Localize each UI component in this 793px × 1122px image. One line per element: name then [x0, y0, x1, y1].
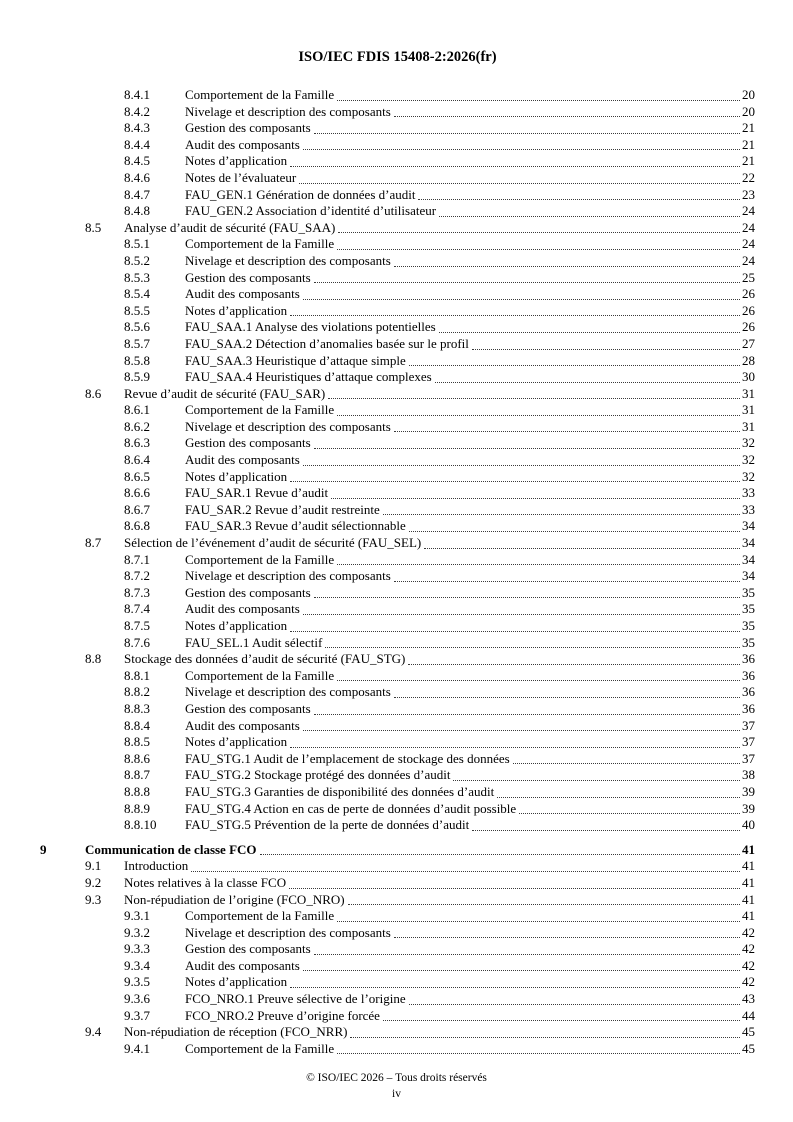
document-footer [0, 1070, 793, 1102]
toc-entry[interactable] [40, 502, 755, 519]
toc-entry-title: Audit des composants [185, 136, 300, 152]
toc-entry[interactable] [40, 767, 755, 784]
toc-entry-page: 32 [742, 435, 755, 451]
dotted-leader [314, 282, 740, 283]
toc-entry-title: FAU_SAA.3 Heuristique d’attaque simple [185, 352, 406, 368]
toc-entry-page: 33 [742, 485, 755, 501]
toc-entry-page: 34 [742, 568, 755, 584]
dotted-leader [337, 1053, 740, 1054]
toc-entry-number: 8.6.3 [124, 435, 150, 451]
toc-entry-title: Nivelage et description des composants [185, 924, 391, 940]
toc-entry-number: 8.7.2 [124, 568, 150, 584]
toc-entry-number: 8.8.1 [124, 667, 150, 683]
toc-entry-number: 9.3.1 [124, 908, 150, 924]
toc-entry-title: FCO_NRO.2 Preuve d’origine forcée [185, 1007, 380, 1023]
toc-entry-title: FCO_NRO.1 Preuve sélective de l’origine [185, 991, 406, 1007]
toc-entry-number: 8.5.1 [124, 236, 150, 252]
toc-entry[interactable] [40, 452, 755, 469]
toc-entry[interactable] [40, 842, 755, 859]
toc-entry-page: 41 [742, 858, 755, 874]
toc-entry-title: FAU_SAA.2 Détection d’anomalies basée sur le profil [185, 335, 469, 351]
toc-entry-page: 45 [742, 1040, 755, 1056]
toc-entry-number: 9.4.1 [124, 1040, 150, 1056]
toc-entry[interactable] [40, 270, 755, 287]
toc-entry-page: 21 [742, 120, 755, 136]
toc-entry-title: Revue d’audit de sécurité (FAU_SAR) [124, 385, 326, 401]
toc-entry-number: 8.6 [85, 385, 102, 401]
toc-entry[interactable] [40, 104, 755, 121]
toc-entry-title: Notes de l’évaluateur [185, 169, 297, 185]
toc-entry[interactable] [40, 1008, 755, 1025]
toc-entry[interactable] [40, 601, 755, 618]
dotted-leader [337, 564, 740, 565]
toc-entry-page: 36 [742, 700, 755, 716]
dotted-leader [290, 166, 740, 167]
toc-entry[interactable] [40, 892, 755, 909]
toc-entry-number: 9.4 [85, 1024, 102, 1040]
dotted-leader [472, 830, 740, 831]
toc-entry-title: Nivelage et description des composants [185, 418, 391, 434]
toc-entry-number: 8.7.1 [124, 551, 150, 567]
dotted-leader [303, 614, 740, 615]
toc-entry-number: 8.6.6 [124, 485, 150, 501]
toc-entry-page: 42 [742, 957, 755, 973]
dotted-leader [383, 514, 740, 515]
toc-entry-title: Notes d’application [185, 734, 288, 750]
toc-entry-page: 36 [742, 684, 755, 700]
toc-entry-number: 9.3.4 [124, 957, 150, 973]
toc-entry-number: 9.3.6 [124, 991, 150, 1007]
dotted-leader [409, 365, 740, 366]
toc-entry-title: Notes relatives à la classe FCO [124, 874, 287, 890]
toc-entry-page: 42 [742, 924, 755, 940]
toc-entry-title: Stockage des données d’audit de sécurité (FAU_STG) [124, 651, 406, 667]
toc-entry-page: 44 [742, 1007, 755, 1023]
toc-entry-page: 35 [742, 618, 755, 633]
dotted-leader [439, 332, 740, 333]
toc-entry[interactable] [40, 668, 755, 685]
toc-entry-number: 8.6.5 [124, 468, 150, 484]
toc-entry-number: 9.2 [85, 874, 102, 890]
dotted-leader [290, 315, 740, 316]
toc-entry-title: Notes d’application [185, 153, 288, 169]
toc-entry[interactable] [40, 701, 755, 718]
toc-entry-number: 8.5.2 [124, 252, 150, 268]
dotted-leader [337, 680, 740, 681]
toc-entry-title: Comportement de la Famille [185, 908, 335, 924]
toc-entry-number: 8.7.4 [124, 601, 150, 617]
dotted-leader [328, 398, 740, 399]
dotted-leader [303, 299, 740, 300]
toc-entry-page: 31 [742, 385, 755, 401]
toc-entry-page: 41 [742, 891, 755, 907]
toc-entry-number: 8.4.4 [124, 136, 150, 152]
toc-entry[interactable] [40, 419, 755, 436]
toc-entry-page: 43 [742, 991, 755, 1007]
toc-entry-page: 31 [742, 402, 755, 418]
toc-entry-number: 8.5.6 [124, 319, 150, 335]
toc-entry-title: Comportement de la Famille [185, 87, 335, 102]
toc-entry-title: Audit des composants [185, 601, 300, 617]
toc-entry-number: 8.8 [85, 651, 102, 667]
toc-entry-page: 36 [742, 667, 755, 683]
toc-entry-number: 9.3.5 [124, 974, 150, 990]
toc-entry-title: Comportement de la Famille [185, 236, 335, 252]
toc-entry-page: 39 [742, 783, 755, 799]
toc-entry[interactable] [40, 991, 755, 1008]
toc-entry[interactable] [40, 618, 755, 635]
toc-entry-number: 8.4.8 [124, 203, 150, 219]
dotted-leader [191, 871, 740, 872]
toc-entry-number: 9 [40, 841, 47, 857]
dotted-leader [303, 149, 740, 150]
toc-entry-number: 8.6.7 [124, 501, 150, 517]
toc-entry[interactable] [40, 153, 755, 170]
toc-entry-title: Communication de classe FCO [85, 841, 257, 857]
toc-entry[interactable] [40, 751, 755, 768]
toc-entry-title: Gestion des composants [185, 941, 311, 957]
toc-entry-title: Comportement de la Famille [185, 551, 335, 567]
toc-entry-number: 8.4.6 [124, 169, 150, 185]
toc-entry-number: 8.8.8 [124, 783, 150, 799]
dotted-leader [314, 954, 740, 955]
toc-entry-number: 8.6.4 [124, 452, 150, 468]
toc-entry[interactable] [40, 353, 755, 370]
toc-entry-title: Notes d’application [185, 302, 288, 318]
toc-entry-title: FAU_SAR.3 Revue d’audit sélectionnable [185, 518, 406, 534]
toc-entry[interactable] [40, 552, 755, 569]
toc-entry[interactable] [40, 170, 755, 187]
dotted-leader [408, 664, 740, 665]
toc-entry[interactable] [40, 469, 755, 486]
toc-entry-page: 35 [742, 634, 755, 650]
toc-entry[interactable] [40, 303, 755, 320]
dotted-leader [337, 249, 740, 250]
toc-entry[interactable] [40, 784, 755, 801]
toc-entry-page: 27 [742, 335, 755, 351]
toc-entry-page: 38 [742, 767, 755, 783]
toc-entry-title: Audit des composants [185, 286, 300, 302]
toc-entry-number: 8.6.2 [124, 418, 150, 434]
toc-entry[interactable] [40, 336, 755, 353]
toc-entry-page: 30 [742, 369, 755, 385]
dotted-leader [497, 797, 740, 798]
toc-entry-page: 20 [742, 87, 755, 102]
toc-entry[interactable] [40, 220, 755, 237]
toc-entry-page: 20 [742, 103, 755, 119]
toc-entry-page: 23 [742, 186, 755, 202]
toc-entry-title: Audit des composants [185, 957, 300, 973]
toc-entry-title: FAU_GEN.1 Génération de données d’audit [185, 186, 416, 202]
toc-entry[interactable] [40, 87, 755, 104]
dotted-leader [394, 431, 740, 432]
dotted-leader [299, 183, 740, 184]
toc-entry-title: Nivelage et description des composants [185, 684, 391, 700]
toc-entry-number: 8.8.7 [124, 767, 150, 783]
toc-entry-number: 8.7 [85, 535, 102, 551]
toc-entry[interactable] [40, 402, 755, 419]
toc-entry-number: 8.5.9 [124, 369, 150, 385]
dotted-leader [383, 1020, 740, 1021]
toc-entry-number: 8.8.6 [124, 750, 150, 766]
toc-entry[interactable] [40, 734, 755, 751]
toc-entry-title: Gestion des composants [185, 584, 311, 600]
dotted-leader [394, 697, 740, 698]
dotted-leader [439, 216, 740, 217]
dotted-leader [472, 349, 740, 350]
toc-entry-number: 8.5 [85, 219, 102, 235]
dotted-leader [314, 448, 740, 449]
toc-entry-title: FAU_SEL.1 Audit sélectif [185, 634, 323, 650]
dotted-leader [424, 548, 740, 549]
dotted-leader [314, 597, 740, 598]
toc-entry-page: 45 [742, 1024, 755, 1040]
dotted-leader [331, 498, 740, 499]
dotted-leader [325, 647, 740, 648]
dotted-leader [519, 813, 740, 814]
toc-entry-number: 9.1 [85, 858, 102, 874]
toc-entry-page: 41 [742, 908, 755, 924]
toc-entry-number: 8.6.1 [124, 402, 150, 418]
folio-page-number: iv [392, 1088, 401, 1100]
dotted-leader [290, 747, 740, 748]
toc-entry[interactable] [40, 801, 755, 818]
toc-entry-title: FAU_SAA.4 Heuristiques d’attaque complexes [185, 369, 432, 385]
toc-entry-page: 28 [742, 352, 755, 368]
toc-entry[interactable] [40, 369, 755, 386]
toc-entry-number: 8.5.8 [124, 352, 150, 368]
toc-entry-title: FAU_SAA.1 Analyse des violations potentielles [185, 319, 436, 335]
toc-entry-number: 8.4.7 [124, 186, 150, 202]
toc-entry-page: 34 [742, 518, 755, 534]
toc-entry-page: 41 [742, 841, 755, 857]
toc-entry-page: 32 [742, 468, 755, 484]
toc-entry-title: Gestion des composants [185, 435, 311, 451]
toc-entry[interactable] [40, 286, 755, 303]
toc-entry[interactable] [40, 203, 755, 220]
toc-entry-title: Gestion des composants [185, 269, 311, 285]
toc-entry-number: 9.3 [85, 891, 102, 907]
toc-entry[interactable] [40, 941, 755, 958]
dotted-leader [303, 465, 740, 466]
toc-entry-title: Gestion des composants [185, 120, 311, 136]
toc-entry-title: Audit des composants [185, 452, 300, 468]
toc-entry-title: Nivelage et description des composants [185, 103, 391, 119]
dotted-leader [394, 937, 740, 938]
dotted-leader [435, 382, 740, 383]
toc-entry[interactable] [40, 535, 755, 552]
toc-entry-number: 9.3.3 [124, 941, 150, 957]
toc-entry-title: Non-répudiation de l’origine (FCO_NRO) [124, 891, 345, 907]
toc-entry-title: Introduction [124, 858, 189, 874]
toc-entry-number: 8.7.5 [124, 618, 150, 633]
toc-entry-page: 24 [742, 236, 755, 252]
toc-entry-page: 37 [742, 734, 755, 750]
toc-entry-number: 8.8.2 [124, 684, 150, 700]
toc-entry[interactable] [40, 568, 755, 585]
toc-entry-page: 22 [742, 169, 755, 185]
toc-entry-number: 8.6.8 [124, 518, 150, 534]
dotted-leader [337, 100, 740, 101]
toc-entry-page: 35 [742, 584, 755, 600]
toc-entry[interactable] [40, 925, 755, 942]
toc-entry-title: FAU_GEN.2 Association d’identité d’utilisateur [185, 203, 437, 219]
toc-entry[interactable] [40, 817, 755, 834]
toc-entry-page: 26 [742, 302, 755, 318]
toc-entry-number: 8.4.1 [124, 87, 150, 102]
dotted-leader [348, 904, 740, 905]
dotted-leader [290, 987, 740, 988]
toc-entry[interactable] [40, 635, 755, 652]
toc-entry-page: 24 [742, 203, 755, 219]
toc-entry-page: 39 [742, 800, 755, 816]
table-of-contents [40, 87, 755, 1057]
toc-entry-number: 8.8.9 [124, 800, 150, 816]
toc-entry-page: 33 [742, 501, 755, 517]
dotted-leader [303, 970, 740, 971]
toc-entry-title: Notes d’application [185, 468, 288, 484]
toc-entry-page: 42 [742, 941, 755, 957]
toc-entry-title: Comportement de la Famille [185, 667, 335, 683]
toc-entry-page: 21 [742, 153, 755, 169]
toc-entry[interactable] [40, 908, 755, 925]
toc-entry[interactable] [40, 1024, 755, 1041]
toc-entry-title: FAU_STG.1 Audit de l’emplacement de stockage des données [185, 750, 510, 766]
toc-entry-page: 34 [742, 535, 755, 551]
toc-entry-page: 25 [742, 269, 755, 285]
toc-entry[interactable] [40, 718, 755, 735]
toc-entry-page: 21 [742, 136, 755, 152]
toc-entry[interactable] [40, 858, 755, 875]
toc-entry-number: 8.5.7 [124, 335, 150, 351]
toc-entry-title: Comportement de la Famille [185, 1040, 335, 1056]
dotted-leader [409, 1004, 740, 1005]
toc-entry-page: 34 [742, 551, 755, 567]
toc-entry[interactable] [40, 651, 755, 668]
toc-entry[interactable] [40, 684, 755, 701]
toc-entry-page: 37 [742, 717, 755, 733]
toc-entry-title: FAU_STG.3 Garanties de disponibilité des données d’audit [185, 783, 495, 799]
toc-entry-number: 8.8.3 [124, 700, 150, 716]
toc-entry[interactable] [40, 1041, 755, 1058]
dotted-leader [453, 780, 740, 781]
toc-entry-title: Notes d’application [185, 618, 288, 633]
dotted-leader [394, 116, 740, 117]
toc-entry[interactable] [40, 875, 755, 892]
toc-entry[interactable] [40, 137, 755, 154]
toc-entry[interactable] [40, 518, 755, 535]
dotted-leader [338, 232, 740, 233]
dotted-leader [337, 415, 740, 416]
toc-entry-title: Gestion des composants [185, 700, 311, 716]
toc-entry[interactable] [40, 958, 755, 975]
dotted-leader [394, 581, 740, 582]
toc-entry[interactable] [40, 435, 755, 452]
toc-entry-title: FAU_STG.5 Prévention de la perte de données d’audit [185, 817, 470, 833]
toc-entry-number: 8.4.2 [124, 103, 150, 119]
toc-entry-page: 26 [742, 286, 755, 302]
toc-entry-page: 35 [742, 601, 755, 617]
toc-entry-title: Analyse d’audit de sécurité (FAU_SAA) [124, 219, 336, 235]
dotted-leader [409, 531, 740, 532]
toc-entry-number: 8.5.4 [124, 286, 150, 302]
toc-entry[interactable] [40, 319, 755, 336]
toc-entry[interactable] [40, 120, 755, 137]
dotted-leader [418, 199, 740, 200]
toc-entry-page: 40 [742, 817, 755, 833]
toc-entry-page: 36 [742, 651, 755, 667]
toc-entry[interactable] [40, 187, 755, 204]
toc-entry-title: Nivelage et description des composants [185, 568, 391, 584]
toc-entry-title: Comportement de la Famille [185, 402, 335, 418]
toc-entry-number: 9.3.7 [124, 1007, 150, 1023]
toc-entry-page: 41 [742, 874, 755, 890]
dotted-leader [394, 266, 740, 267]
toc-entry[interactable] [40, 236, 755, 253]
toc-entry[interactable] [40, 485, 755, 502]
toc-entry-title: Non-répudiation de réception (FCO_NRR) [124, 1024, 348, 1040]
document-title: ISO/IEC FDIS 15408-2:2026(fr) [298, 49, 497, 65]
toc-entry-page: 26 [742, 319, 755, 335]
toc-entry-page: 32 [742, 452, 755, 468]
toc-entry-number: 9.3.2 [124, 924, 150, 940]
toc-entry[interactable] [40, 974, 755, 991]
dotted-leader [314, 714, 740, 715]
dotted-leader [314, 133, 740, 134]
toc-entry-title: FAU_STG.2 Stockage protégé des données d’audit [185, 767, 451, 783]
toc-entry-number: 8.7.3 [124, 584, 150, 600]
toc-entry-number: 8.8.5 [124, 734, 150, 750]
dotted-leader [303, 730, 740, 731]
copyright-notice: © ISO/IEC 2026 – Tous droits réservés [306, 1072, 487, 1084]
toc-entry-number: 8.5.3 [124, 269, 150, 285]
toc-entry-title: Nivelage et description des composants [185, 252, 391, 268]
toc-entry-title: Sélection de l’événement d’audit de sécurité (FAU_SEL) [124, 535, 422, 551]
toc-entry[interactable] [40, 585, 755, 602]
toc-entry[interactable] [40, 253, 755, 270]
dotted-leader [290, 631, 740, 632]
toc-entry-page: 37 [742, 750, 755, 766]
toc-entry-number: 8.7.6 [124, 634, 150, 650]
toc-entry-page: 24 [742, 219, 755, 235]
toc-entry-number: 8.8.4 [124, 717, 150, 733]
toc-entry-page: 24 [742, 252, 755, 268]
dotted-leader [513, 763, 740, 764]
toc-entry-number: 8.5.5 [124, 302, 150, 318]
toc-entry-page: 42 [742, 974, 755, 990]
toc-entry-number: 8.4.3 [124, 120, 150, 136]
toc-entry-page: 31 [742, 418, 755, 434]
toc-entry-title: Audit des composants [185, 717, 300, 733]
dotted-leader [260, 854, 740, 855]
toc-entry-title: FAU_STG.4 Action en cas de perte de données d’audit possible [185, 800, 517, 816]
toc-entry-title: Notes d’application [185, 974, 288, 990]
dotted-leader [290, 481, 740, 482]
dotted-leader [337, 921, 740, 922]
toc-entry-number: 8.4.5 [124, 153, 150, 169]
dotted-leader [350, 1037, 740, 1038]
toc-entry-title: FAU_SAR.2 Revue d’audit restreinte [185, 501, 380, 517]
toc-entry-title: FAU_SAR.1 Revue d’audit [185, 485, 329, 501]
toc-entry-number: 8.8.10 [124, 817, 157, 833]
toc-entry[interactable] [40, 386, 755, 403]
dotted-leader [289, 888, 740, 889]
